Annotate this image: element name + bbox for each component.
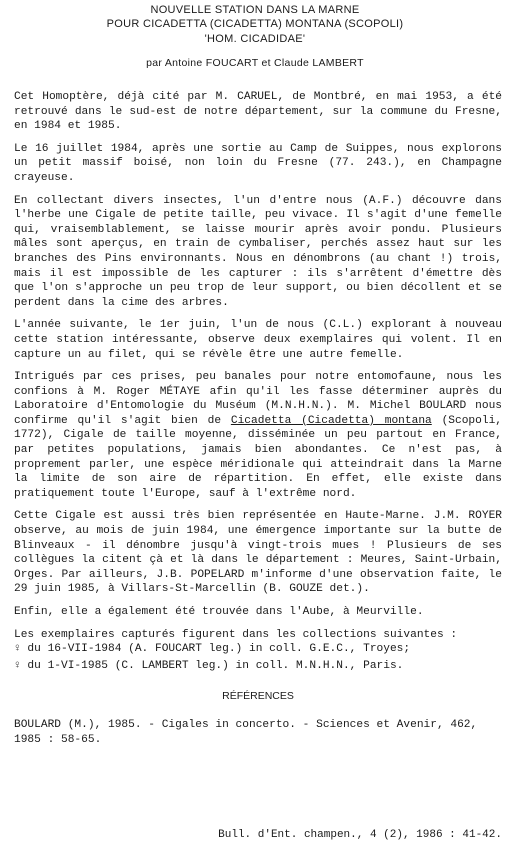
paragraph-text: Intrigués par ces prises, peu banales pour notre entomofaune, nous les confions à M. Roger MÉTAYE afin qu'il les fasse déterminer auprès du Laboratoire d'Entomologie du Muséum (M.N.H.N.). M. Michel BOULARD nous confirme qu'il s'agit bien de [14,371,502,427]
specimen-entry: ♀ du 16-VII-1984 (A. FOUCART leg.) in coll. G.E.C., Troyes; [14,643,411,656]
reference-entry: BOULARD (M.), 1985. - Cigales in concerto. - Sciences et Avenir, 462, 1985 : 58-65. [14,718,478,746]
paragraph: Les exemplaires capturés figurent dans les collections suivantes : [14,628,458,641]
paragraph: Cet Homoptère, déjà cité par M. CARUEL, de Montbré, en mai 1953, a été retrouvé dans le sud-est de notre département, sur la commune du Fresne, en 1984 et 1985. [14,91,502,133]
title-line-3: 'HOM. CICADIDAE' [204,33,306,45]
paragraph: L'année suivante, le 1er juin, l'un de nous (C.L.) explorant à nouveau cette station intéressante, observe deux exemplaires qui volent. Il en capture un au filet, qui se révèle être une autre femelle. [14,319,502,361]
paragraph: Cette Cigale est aussi très bien représentée en Haute-Marne. J.M. ROYER observe, au mois de juin 1984, une émergence importante sur la butte de Blinveaux - il dénombre jusqu'à vingt-trois mues ! Plusieurs de ses collègues la citent çà et là dans le département : Meures, Saint-Urbain, Orges. Par ailleurs, J.B. POPELARD m'informe d'une observation faite, le 29 juin 1985, à Villars-St-Marcellin (B. GOUZE det.). [14,510,502,596]
article-body [14,90,502,755]
paragraph-text: (Scopoli, 1772), Cigale de taille moyenne, disséminée un peu partout en France, par petites populations, jamais bien abondantes. Ce n'est pas, à proprement parler, une espèce méridionale qui atteindrait dans la Marne la limite de son aire de répartition. En effet, elle existe dans pratiquement toute l'Europe, sauf à l'extrême nord. [14,414,502,500]
species-name: Cicadetta (Cicadetta) montana [230,414,432,427]
specimen-entry: ♀ du 1-VI-1985 (C. LAMBERT leg.) in coll. M.N.H.N., Paris. [14,659,404,672]
authors-line: par Antoine FOUCART et Claude LAMBERT [146,57,364,69]
title-line-2: POUR CICADETTA (CICADETTA) MONTANA (SCOPOLI) [106,18,404,30]
paragraph: Le 16 juillet 1984, après une sortie au Camp de Suippes, nous explorons un petit massif boisé, non loin du Fresne (77. 243.), en Champagne crayeuse. [14,142,502,184]
title-line-1: NOUVELLE STATION DANS LA MARNE [150,4,360,16]
paragraph: En collectant divers insectes, l'un d'entre nous (A.F.) découvre dans l'herbe une Cigale de petite taille, peu vivace. Il s'agit d'une femelle qui, vraisemblablement, se laisse mourir après avoir pondu. Plusieurs mâles sont aperçus, en train de cymbaliser, perchés assez haut sur les branches des Pins environnants. Nous en dénombrons (au chant !) trois, mais il est impossible de les capturer : ils s'arrêtent d'émettre dès que l'on s'approche un peu trop de leur support, ou bien décollent et se perdent dans la cime des arbres. [14,194,502,309]
paragraph [14,370,502,501]
footer-citation: Bull. d'Ent. champen., 4 (2), 1986 : 41-42. [218,829,502,841]
references-heading: RÉFÉRENCES [222,690,294,703]
paragraph: Enfin, elle a également été trouvée dans l'Aube, à Meurville. [14,606,424,618]
